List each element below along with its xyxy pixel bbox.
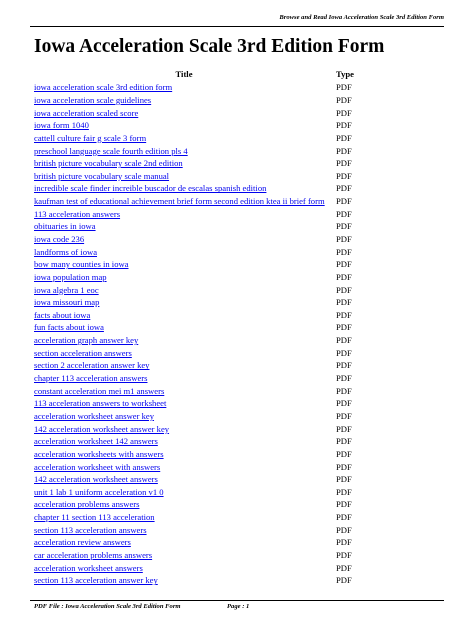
title-cell bbox=[34, 106, 334, 119]
title-cell bbox=[34, 511, 334, 524]
document-link[interactable]: iowa acceleration scale 3rd edition form bbox=[34, 82, 173, 93]
header-rule bbox=[30, 26, 444, 27]
document-link[interactable]: iowa acceleration scaled score bbox=[34, 107, 139, 118]
title-cell bbox=[34, 359, 334, 372]
title-cell bbox=[34, 448, 334, 461]
table-row bbox=[34, 207, 446, 220]
type-cell: PDF bbox=[336, 221, 352, 232]
document-link[interactable]: section 2 acceleration answer key bbox=[34, 360, 150, 371]
type-cell: PDF bbox=[336, 499, 352, 510]
title-cell bbox=[34, 207, 334, 220]
document-title: Iowa Acceleration Scale 3rd Edition Form bbox=[34, 36, 385, 57]
type-cell: PDF bbox=[336, 335, 352, 346]
table-row bbox=[34, 435, 446, 448]
table-row bbox=[34, 119, 446, 132]
document-link[interactable]: facts about iowa bbox=[34, 309, 91, 320]
table-row bbox=[34, 220, 446, 233]
type-cell: PDF bbox=[336, 284, 352, 295]
table-row bbox=[34, 195, 446, 208]
title-cell bbox=[34, 182, 334, 195]
title-cell bbox=[34, 422, 334, 435]
document-link[interactable]: 142 acceleration worksheet answer key bbox=[34, 423, 170, 434]
type-cell: PDF bbox=[336, 448, 352, 459]
type-cell: PDF bbox=[336, 385, 352, 396]
title-cell bbox=[34, 283, 334, 296]
document-link[interactable]: british picture vocabulary scale manual bbox=[34, 170, 170, 181]
type-cell: PDF bbox=[336, 82, 352, 93]
title-cell bbox=[34, 119, 334, 132]
title-cell bbox=[34, 94, 334, 107]
table-row bbox=[34, 94, 446, 107]
document-link[interactable]: acceleration worksheet answer key bbox=[34, 410, 155, 421]
document-link[interactable]: chapter 11 section 113 acceleration bbox=[34, 512, 155, 523]
type-cell: PDF bbox=[336, 132, 352, 143]
title-cell bbox=[34, 372, 334, 385]
table-row bbox=[34, 271, 446, 284]
type-cell: PDF bbox=[336, 398, 352, 409]
table-row bbox=[34, 106, 446, 119]
table-row bbox=[34, 384, 446, 397]
table-row bbox=[34, 296, 446, 309]
document-link[interactable]: acceleration review answers bbox=[34, 537, 131, 548]
table-row bbox=[34, 258, 446, 271]
type-cell: PDF bbox=[336, 208, 352, 219]
document-link[interactable]: kaufman test of educational achievement brief form second edition ktea ii brief form bbox=[34, 196, 325, 207]
title-cell bbox=[34, 271, 334, 284]
table-row bbox=[34, 486, 446, 499]
table-body bbox=[34, 81, 446, 587]
table-row bbox=[34, 132, 446, 145]
footer-rule bbox=[30, 600, 444, 601]
type-cell: PDF bbox=[336, 120, 352, 131]
document-link[interactable]: 142 acceleration worksheet answers bbox=[34, 474, 158, 485]
type-cell: PDF bbox=[336, 170, 352, 181]
title-cell bbox=[34, 410, 334, 423]
title-cell bbox=[34, 435, 334, 448]
column-header-type: Type bbox=[336, 68, 354, 79]
results-table bbox=[34, 66, 446, 587]
title-cell bbox=[34, 132, 334, 145]
title-cell bbox=[34, 195, 334, 208]
document-link[interactable]: acceleration worksheet with answers bbox=[34, 461, 161, 472]
document-link[interactable]: car acceleration problems answers bbox=[34, 550, 153, 561]
table-row bbox=[34, 422, 446, 435]
type-cell: PDF bbox=[336, 234, 352, 244]
footer-page-label: Page : 1 bbox=[227, 603, 250, 610]
document-link[interactable]: landforms of iowa bbox=[34, 246, 98, 257]
title-cell bbox=[34, 334, 334, 347]
document-link[interactable]: acceleration problems answers bbox=[34, 499, 140, 510]
title-cell bbox=[34, 321, 334, 334]
table-row bbox=[34, 549, 446, 562]
title-cell bbox=[34, 220, 334, 233]
document-link[interactable]: section 113 acceleration answers bbox=[34, 524, 147, 535]
title-cell bbox=[34, 296, 334, 309]
type-cell: PDF bbox=[336, 436, 352, 447]
title-cell bbox=[34, 498, 334, 511]
title-cell bbox=[34, 258, 334, 271]
title-cell bbox=[34, 486, 334, 499]
document-link[interactable]: iowa population map bbox=[34, 271, 107, 282]
title-cell bbox=[34, 561, 334, 574]
type-cell: PDF bbox=[336, 322, 352, 333]
type-cell: PDF bbox=[336, 158, 352, 169]
table-row bbox=[34, 321, 446, 334]
type-cell: PDF bbox=[336, 297, 352, 308]
document-link[interactable]: preschool language scale fourth edition pls 4 bbox=[34, 145, 188, 156]
title-cell bbox=[34, 233, 334, 246]
type-cell: PDF bbox=[336, 183, 352, 194]
type-cell: PDF bbox=[336, 461, 352, 472]
type-cell: PDF bbox=[336, 196, 352, 207]
document-link[interactable]: unit 1 lab 1 uniform acceleration v1 0 bbox=[34, 486, 164, 497]
footer-file-label: PDF File : Iowa Acceleration Scale 3rd Edition Form bbox=[34, 603, 181, 610]
table-row bbox=[34, 498, 446, 511]
table-row bbox=[34, 245, 446, 258]
title-cell bbox=[34, 536, 334, 549]
table-row bbox=[34, 359, 446, 372]
document-link[interactable]: constant acceleration mei m1 answers bbox=[34, 385, 165, 396]
document-link[interactable]: iowa form 1040 bbox=[34, 120, 89, 131]
document-link[interactable]: incredible scale finder increible buscador de escalas spanish edition bbox=[34, 183, 267, 194]
type-cell: PDF bbox=[336, 423, 352, 434]
title-cell bbox=[34, 309, 334, 322]
title-cell bbox=[34, 245, 334, 258]
document-link[interactable]: iowa missouri map bbox=[34, 297, 100, 308]
title-cell bbox=[34, 523, 334, 536]
document-link[interactable]: chapter 113 acceleration answers bbox=[34, 373, 148, 384]
type-cell: PDF bbox=[336, 246, 352, 257]
title-cell bbox=[34, 144, 334, 157]
title-cell bbox=[34, 473, 334, 486]
title-cell bbox=[34, 397, 334, 410]
table-row bbox=[34, 536, 446, 549]
table-row bbox=[34, 511, 446, 524]
table-row bbox=[34, 346, 446, 359]
document-link[interactable]: section 113 acceleration answer key bbox=[34, 575, 158, 586]
table-row bbox=[34, 410, 446, 423]
type-cell: PDF bbox=[336, 562, 352, 573]
table-row bbox=[34, 574, 446, 587]
table-row bbox=[34, 334, 446, 347]
table-row bbox=[34, 144, 446, 157]
table-row bbox=[34, 283, 446, 296]
type-cell: PDF bbox=[336, 271, 352, 282]
document-link[interactable]: bow many counties in iowa bbox=[34, 259, 129, 270]
type-cell: PDF bbox=[336, 410, 352, 421]
type-cell: PDF bbox=[336, 145, 352, 156]
table-row bbox=[34, 182, 446, 195]
document-link[interactable]: iowa code 236 bbox=[34, 234, 85, 244]
table-header-row bbox=[34, 66, 446, 81]
table-row bbox=[34, 397, 446, 410]
document-link[interactable]: section acceleration answers bbox=[34, 347, 132, 358]
document-link[interactable]: obituaries in iowa bbox=[34, 221, 96, 232]
table-row bbox=[34, 157, 446, 170]
document-link[interactable]: acceleration worksheet answers bbox=[34, 562, 143, 573]
type-cell: PDF bbox=[336, 512, 352, 523]
document-link[interactable]: 113 acceleration answers to worksheet bbox=[34, 398, 167, 409]
type-cell: PDF bbox=[336, 486, 352, 497]
title-cell bbox=[34, 460, 334, 473]
type-cell: PDF bbox=[336, 373, 352, 384]
document-link[interactable]: cattell culture fair g scale 3 form bbox=[34, 132, 147, 143]
document-link[interactable]: acceleration graph answer key bbox=[34, 335, 139, 346]
type-cell: PDF bbox=[336, 259, 352, 270]
table-row bbox=[34, 169, 446, 182]
title-cell bbox=[34, 346, 334, 359]
document-link[interactable]: 113 acceleration answers bbox=[34, 208, 121, 219]
document-link[interactable]: british picture vocabulary scale 2nd edition bbox=[34, 158, 183, 169]
title-cell bbox=[34, 384, 334, 397]
type-cell: PDF bbox=[336, 107, 352, 118]
title-cell bbox=[34, 157, 334, 170]
type-cell: PDF bbox=[336, 309, 352, 320]
table-row bbox=[34, 460, 446, 473]
document-link[interactable]: iowa algebra 1 eoc bbox=[34, 284, 99, 295]
document-link[interactable]: iowa acceleration scale guidelines bbox=[34, 94, 152, 105]
table-row bbox=[34, 473, 446, 486]
table-row bbox=[34, 81, 446, 94]
table-row bbox=[34, 448, 446, 461]
table-row bbox=[34, 309, 446, 322]
type-cell: PDF bbox=[336, 537, 352, 548]
type-cell: PDF bbox=[336, 474, 352, 485]
type-cell: PDF bbox=[336, 575, 352, 586]
column-header-title: Title bbox=[175, 68, 193, 79]
type-cell: PDF bbox=[336, 360, 352, 371]
document-link[interactable]: acceleration worksheet 142 answers bbox=[34, 436, 158, 447]
type-cell: PDF bbox=[336, 347, 352, 358]
title-cell bbox=[34, 574, 334, 587]
table-row bbox=[34, 372, 446, 385]
running-header: Browse and Read Iowa Acceleration Scale 3rd Edition Form bbox=[279, 14, 444, 21]
type-cell: PDF bbox=[336, 94, 352, 105]
title-cell bbox=[34, 81, 334, 94]
type-cell: PDF bbox=[336, 550, 352, 561]
title-cell bbox=[34, 169, 334, 182]
table-row bbox=[34, 561, 446, 574]
table-row bbox=[34, 523, 446, 536]
title-cell bbox=[34, 549, 334, 562]
table-row bbox=[34, 233, 446, 246]
document-link[interactable]: fun facts about iowa bbox=[34, 322, 104, 333]
type-cell: PDF bbox=[336, 524, 352, 535]
document-link[interactable]: acceleration worksheets with answers bbox=[34, 448, 164, 459]
